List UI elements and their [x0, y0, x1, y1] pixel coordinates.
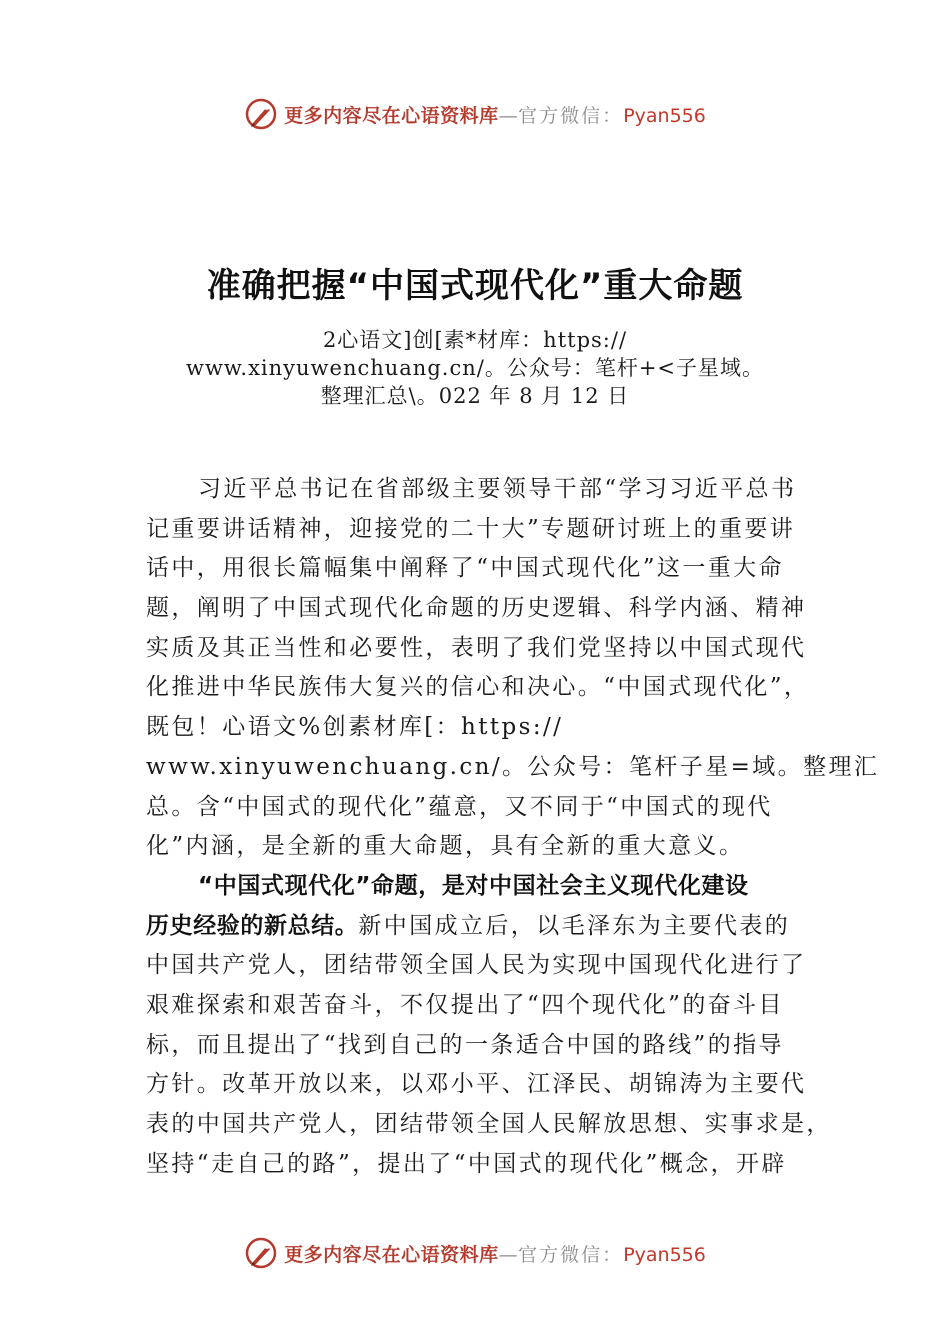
pen-logo-icon: [244, 1236, 278, 1270]
bold-heading-text: 历史经验的新总结。: [146, 912, 359, 939]
article-body: [146, 470, 880, 1184]
banner-separator: —: [498, 1243, 519, 1266]
paragraph-line: 中国共产党人，团结带领全国人民为实现中国现代化进行了: [146, 952, 807, 979]
paragraph-line: [146, 907, 818, 947]
footer-banner: [0, 1233, 950, 1273]
paragraph-line: 总。含“中国式的现代化”蕴意，又不同于“中国式的现代: [146, 793, 773, 820]
paragraph-line: 表的中国共产党人，团结带领全国人民解放思想、实事求是，: [146, 1111, 832, 1137]
banner-wechat-id: Pyan556: [623, 104, 706, 127]
banner-contact-label: 官方微信：: [518, 1243, 624, 1266]
paragraph-text: 新中国成立后，以毛泽东为主要代表的: [358, 912, 791, 939]
paragraph-line: 坚持“走自己的路”，提出了“中国式的现代化”概念，开辟: [146, 1150, 787, 1177]
bold-heading-line: [146, 867, 818, 907]
banner-wechat-id: Pyan556: [623, 1243, 706, 1266]
source-line: www.xinyuwenchuang.cn/。公众号：笔杆+<子星域。: [185, 356, 765, 380]
paragraph-line: 话中，用很长篇幅集中阐释了“中国式现代化”这一重大命: [146, 555, 784, 582]
banner-text: [284, 1240, 706, 1267]
paragraph-line: 化推进中华民族伟大复兴的信心和决心。“中国式现代化”，: [146, 674, 810, 701]
source-block: [0, 326, 950, 410]
banner-slogan: 更多内容尽在心语资料库: [284, 104, 499, 127]
banner-contact-label: 官方微信：: [518, 104, 624, 127]
paragraph-line: 题，阐明了中国式现代化命题的历史逻辑、科学内涵、精神: [146, 595, 807, 622]
paragraph-line: 记重要讲话精神，迎接党的二十大”专题研讨班上的重要讲: [146, 515, 796, 542]
paragraph-line: 习近平总书记在省部级主要领导干部“学习习近平总书: [198, 476, 797, 502]
pen-logo-icon: [244, 97, 278, 131]
paragraph-line: 艰难探索和艰苦奋斗，不仅提出了“四个现代化”的奋斗目: [146, 991, 784, 1018]
banner-slogan: 更多内容尽在心语资料库: [284, 1243, 499, 1266]
banner-text: [284, 101, 706, 128]
paragraph-line: www.xinyuwenchuang.cn/。公众号：笔杆子星=域。整理汇: [146, 753, 880, 780]
banner-separator: —: [498, 104, 519, 127]
paragraph-line: 实质及其正当性和必要性，表明了我们党坚持以中国式现代: [146, 634, 807, 661]
paragraph-line: 方针。改革开放以来，以邓小平、江泽民、胡锦涛为主要代: [146, 1071, 807, 1098]
source-line: 整理汇总\。022 年 8 月 12 日: [320, 384, 630, 408]
source-line: 2心语文]创[素*材库：https://: [322, 328, 628, 352]
paragraph-line: 化”内涵，是全新的重大命题，具有全新的重大意义。: [146, 833, 745, 860]
bold-heading-text: “中国式现代化”命题，是对中国社会主义现代化建设: [198, 872, 749, 899]
paragraph-line: 标，而且提出了“找到自己的一条适合中国的路线”的指导: [146, 1031, 784, 1058]
header-banner: [0, 94, 950, 134]
document-title: 准确把握“中国式现代化”重大命题: [206, 266, 744, 306]
paragraph-line: 既包！心语文%创素材库[：https://: [146, 714, 564, 741]
